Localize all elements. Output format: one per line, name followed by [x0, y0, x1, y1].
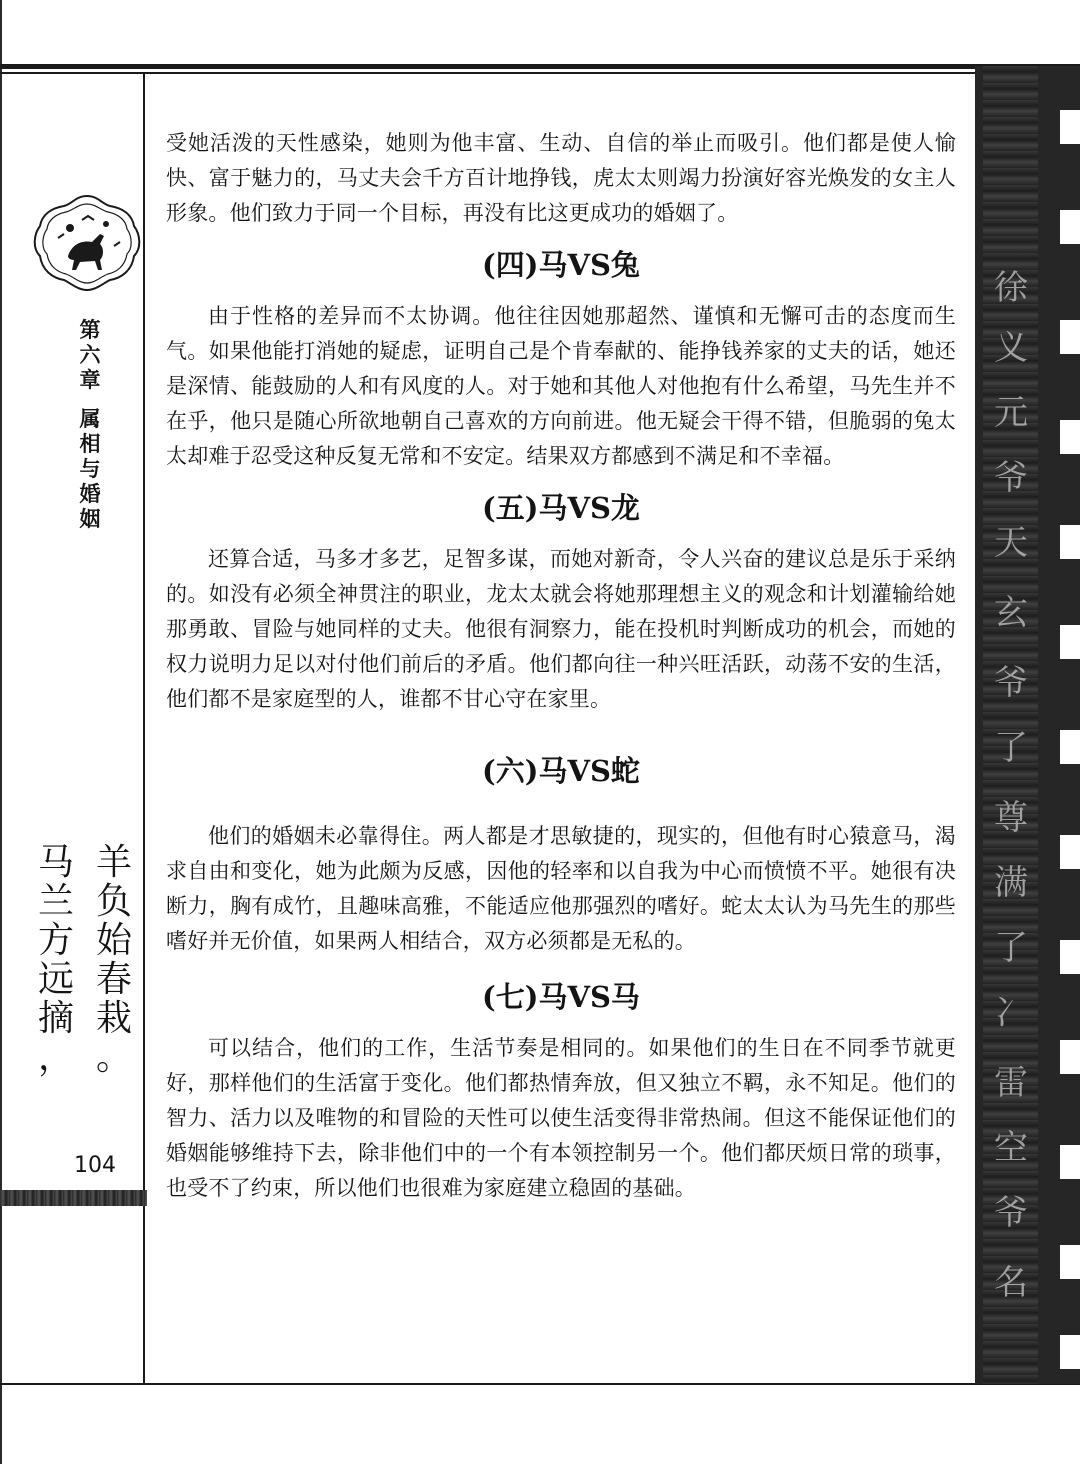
deco-glyph: 徐 — [994, 268, 1028, 308]
deco-glyph: 满 — [994, 863, 1028, 903]
top-rule-thin — [0, 72, 1080, 74]
section-heading: (七)马VS马 — [482, 980, 640, 1014]
film-hole — [1060, 110, 1080, 144]
film-hole — [1060, 940, 1080, 974]
poem-char: 始 — [95, 920, 132, 961]
deco-glyph: 雷 — [994, 1063, 1028, 1103]
top-rule — [0, 64, 1080, 69]
poem-line-2 — [33, 843, 79, 1077]
deco-glyph: 空 — [994, 1128, 1028, 1168]
poem-char: 羊 — [95, 842, 132, 883]
page-left-edge — [0, 0, 2, 1464]
section-paragraph: 可以结合，他们的工作，生活节奏是相同的。如果他们的生日在不同季节就更好，那样他们的生活富于变化。他们都热情奔放，但又独立不羁，永不知足。他们的智力、活力以及唯物的和冒险的天性可以使生活变得非常热闹。但这不能保证他们的婚姻能够维持下去，除非他们中的一个有本领控制另一个。他们都厌烦日常的琐事，也受不了约束，所以他们也很难为家庭建立稳固的基础。 — [166, 1036, 956, 1200]
poem-char: 。 — [95, 1037, 132, 1078]
chapter-title-char: 与 — [79, 457, 101, 481]
film-hole — [1060, 625, 1080, 659]
bottom-rule — [0, 1383, 1080, 1385]
chapter-label — [72, 318, 108, 532]
film-hole — [1060, 1335, 1080, 1369]
film-hole — [1060, 835, 1080, 869]
poem-char: 远 — [37, 959, 74, 1000]
deco-glyph: 尊 — [994, 798, 1028, 838]
film-hole — [1060, 525, 1080, 559]
deco-glyph: 冫 — [994, 993, 1028, 1033]
poem-char: 负 — [95, 881, 132, 922]
film-hole — [1060, 730, 1080, 764]
chapter-title-char: 姻 — [79, 507, 101, 531]
deco-glyph: 义 — [994, 328, 1028, 368]
film-hole — [1060, 1040, 1080, 1074]
section-heading: (五)马VS龙 — [482, 491, 640, 525]
chapter-title-char: 婚 — [79, 482, 101, 506]
deco-glyph: 元 — [994, 393, 1028, 433]
section-paragraph: 他们的婚姻未必靠得住。两人都是才思敏捷的，现实的，但他有时心猿意马，渴求自由和变化，她为此颇为反感，因他的轻率和以自我为中心而愤愤不平。她很有决断力，胸有成竹，且趣味高雅，不能适应他那强烈的嗜好。蛇太太认为马先生的那些嗜好并无价值，如果两人相结合，双方必须都是无私的。 — [166, 824, 956, 953]
film-hole — [1060, 1245, 1080, 1279]
chapter-char: 章 — [79, 368, 101, 392]
poem-char: 方 — [37, 920, 74, 961]
poem-line-1 — [91, 843, 137, 1077]
poem-char: 兰 — [37, 881, 74, 922]
zodiac-horse-emblem-icon — [28, 190, 146, 294]
intro-paragraph: 受她活泼的天性感染，她则为他丰富、生动、自信的举止而吸引。他们都是使人愉快、富于魅力的，马丈夫会千方百计地挣钱，虎太太则竭力扮演好容光焕发的女主人形象。他们致力于同一个目标，再没有比这更成功的婚姻了。 — [166, 131, 956, 225]
section-heading: (四)马VS兔 — [482, 248, 640, 282]
main-content — [166, 126, 956, 1206]
decorative-texture — [983, 66, 1038, 1384]
poem-char: ， — [37, 1037, 74, 1078]
chapter-char: 六 — [79, 343, 101, 367]
deco-glyph: 了 — [994, 728, 1028, 768]
chapter-title-char: 相 — [79, 432, 101, 456]
page-number: 104 — [74, 1153, 116, 1178]
deco-glyph: 爷 — [994, 663, 1028, 703]
section-paragraph: 由于性格的差异而不太协调。他往往因她那超然、谨慎和无懈可击的态度而生气。如果他能打消她的疑虑，证明自己是个肯奉献的、能挣钱养家的丈夫的话，她还是深情、能鼓励的人和有风度的人。对于她和其他人对他抱有什么希望，马先生并不在乎，他只是随心所欲地朝自己喜欢的方向前进。他无疑会干得不错，但脆弱的兔太太却难于忍受这种反复无常和不安定。结果双方都感到不满足和不幸福。 — [166, 304, 956, 468]
film-hole — [1060, 1145, 1080, 1179]
film-hole — [1060, 420, 1080, 454]
page-number-bar — [0, 1190, 147, 1206]
poem-char: 栽 — [95, 998, 132, 1039]
chapter-char: 第 — [79, 318, 101, 342]
film-hole — [1060, 320, 1080, 354]
deco-glyph: 了 — [994, 928, 1028, 968]
poem-char: 摘 — [37, 998, 74, 1039]
poem-char: 春 — [95, 959, 132, 1000]
section-heading: (六)马VS蛇 — [482, 754, 640, 788]
decorative-strip — [975, 66, 1080, 1384]
deco-glyph: 名 — [994, 1263, 1028, 1303]
chapter-title-char: 属 — [79, 407, 101, 431]
film-hole — [1060, 210, 1080, 244]
deco-glyph: 爷 — [994, 458, 1028, 498]
deco-glyph: 爷 — [994, 1193, 1028, 1233]
deco-glyph: 玄 — [994, 593, 1028, 633]
deco-glyph: 天 — [994, 523, 1028, 563]
section-paragraph: 还算合适，马多才多艺，足智多谋，而她对新奇，令人兴奋的建议总是乐于采纳的。如没有必须全神贯注的职业，龙太太就会将她那理想主义的观念和计划灌输给她那勇敢、冒险与她同样的丈夫。他很有洞察力，能在投机时判断成功的机会，而她的权力说明力足以对付他们前后的矛盾。他们都向往一种兴旺活跃，动荡不安的生活，他们都不是家庭型的人，谁都不甘心守在家里。 — [166, 547, 956, 711]
poem-char: 马 — [37, 842, 74, 883]
